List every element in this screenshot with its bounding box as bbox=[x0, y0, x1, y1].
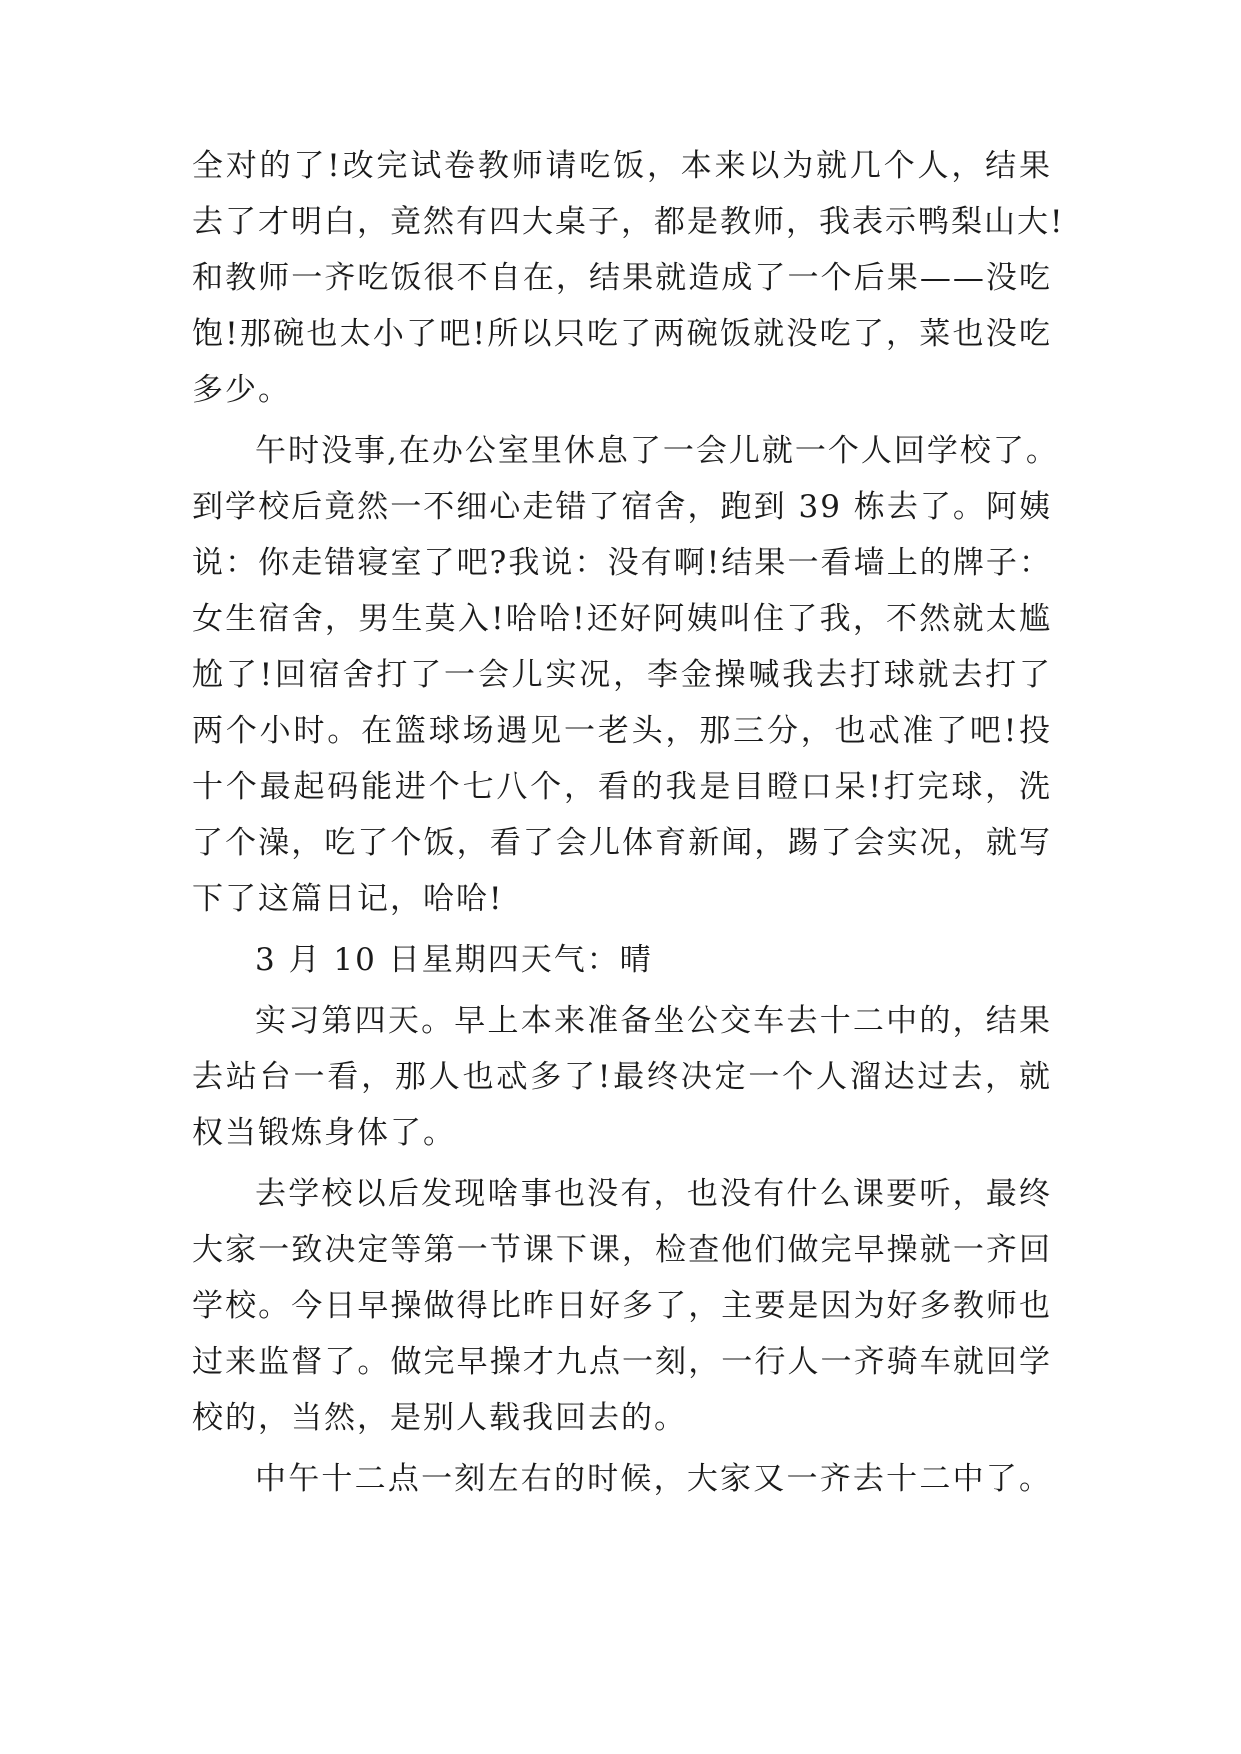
text-line: 实习第四天。早上本来准备坐公交车去十二中的，结果 bbox=[255, 1003, 1052, 1039]
text-line: 女生宿舍，男生莫入!哈哈!还好阿姨叫住了我，不然就太尴 bbox=[192, 601, 1052, 637]
text-line: 尬了!回宿舍打了一会儿实况，李金操喊我去打球就去打了 bbox=[192, 657, 1052, 693]
text-line: 去了才明白，竟然有四大桌子，都是教师，我表示鸭梨山大! bbox=[192, 204, 1065, 240]
text-line: 说：你走错寝室了吧?我说：没有啊!结果一看墙上的牌子： bbox=[192, 545, 1052, 581]
text-line: 校的，当然，是别人载我回去的。 bbox=[192, 1400, 687, 1436]
text-line: 午时没事,在办公室里休息了一会儿就一个人回学校了。 bbox=[255, 433, 1059, 469]
text-line: 去学校以后发现啥事也没有，也没有什么课要听，最终 bbox=[255, 1176, 1052, 1212]
text-line: 全对的了!改完试卷教师请吃饭，本来以为就几个人，结果 bbox=[192, 148, 1052, 184]
text-line: 了个澡，吃了个饭，看了会儿体育新闻，踢了会实况，就写 bbox=[192, 825, 1052, 861]
text-line: 大家一致决定等第一节课下课，检查他们做完早操就一齐回 bbox=[192, 1232, 1052, 1268]
text-line: 两个小时。在篮球场遇见一老头，那三分，也忒准了吧!投 bbox=[192, 713, 1052, 749]
text-line: 下了这篇日记，哈哈! bbox=[192, 881, 504, 917]
text-line: 和教师一齐吃饭很不自在，结果就造成了一个后果——没吃 bbox=[192, 260, 1052, 296]
text-line: 到学校后竟然一不细心走错了宿舍，跑到 39 栋去了。阿姨 bbox=[192, 489, 1052, 525]
date-heading: 3 月 10 日星期四天气：晴 bbox=[255, 942, 653, 978]
text-line: 过来监督了。做完早操才九点一刻，一行人一齐骑车就回学 bbox=[192, 1344, 1052, 1380]
text-line: 去站台一看，那人也忒多了!最终决定一个人溜达过去，就 bbox=[192, 1059, 1052, 1095]
text-line: 饱!那碗也太小了吧!所以只吃了两碗饭就没吃了，菜也没吃 bbox=[192, 316, 1052, 352]
text-line: 权当锻炼身体了。 bbox=[192, 1115, 456, 1151]
text-line: 中午十二点一刻左右的时候，大家又一齐去十二中了。 bbox=[255, 1461, 1052, 1497]
text-line: 多少。 bbox=[192, 372, 291, 408]
text-line: 十个最起码能进个七八个，看的我是目瞪口呆!打完球，洗 bbox=[192, 769, 1052, 805]
text-line: 学校。今日早操做得比昨日好多了，主要是因为好多教师也 bbox=[192, 1288, 1052, 1324]
